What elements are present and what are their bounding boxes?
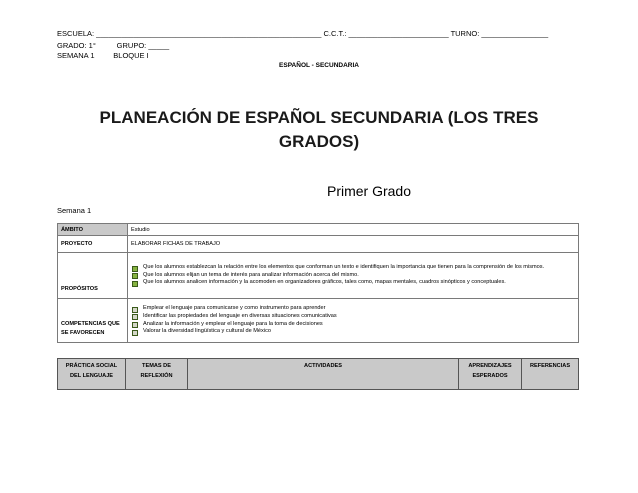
header-subject: ESPAÑOL - SECUNDARIA bbox=[279, 62, 359, 69]
page-subtitle bbox=[0, 183, 638, 199]
subtitle-text: Primer Grado bbox=[326, 183, 412, 199]
semana-label: Semana 1 bbox=[57, 206, 92, 215]
list-item: Valorar la diversidad lingüística y cultural de México bbox=[131, 328, 575, 336]
list-item: Que los alumnos establezcan la relación entre los elementos que conforman un texto e identifiquen la importancia que tienen para la comprensión de los mismos. bbox=[131, 264, 575, 272]
activities-header-row bbox=[58, 359, 579, 390]
activities-header-table bbox=[57, 358, 579, 390]
proyecto-label: PROYECTO bbox=[58, 236, 128, 253]
propositos-row bbox=[58, 253, 579, 299]
proyecto-value: ELABORAR FICHAS DE TRABAJO bbox=[128, 236, 579, 253]
col-practica-social: PRÁCTICA SOCIAL DEL LENGUAJE bbox=[58, 359, 126, 390]
ambito-label: ÁMBITO bbox=[58, 224, 128, 236]
col-aprendizajes: APRENDIZAJES ESPERADOS bbox=[459, 359, 522, 390]
list-item: Que los alumnos analicen información y la acomoden en organizadores gráficos, tales como, mapas mentales, cuadros sinópticos y conceptuales. bbox=[131, 279, 575, 287]
competencias-list bbox=[131, 305, 575, 335]
col-temas-reflexion: TEMAS DE REFLEXIÓN bbox=[126, 359, 188, 390]
ambito-row bbox=[58, 224, 579, 236]
list-item: Analizar la información y emplear el lenguaje para la toma de decisiones bbox=[131, 321, 575, 329]
propositos-list bbox=[131, 264, 575, 287]
page-title: PLANEACIÓN DE ESPAÑOL SECUNDARIA (LOS TRES GRADOS) bbox=[99, 108, 539, 151]
list-item: Que los alumnos elijan un tema de interés para analizar información acerca del mismo. bbox=[131, 272, 575, 280]
competencias-row bbox=[58, 299, 579, 343]
info-table bbox=[57, 223, 579, 343]
propositos-label: PROPÓSITOS bbox=[58, 253, 128, 299]
competencias-cell bbox=[128, 299, 579, 343]
list-item: Identificar las propiedades del lenguaje en diversas situaciones comunicativas bbox=[131, 313, 575, 321]
header-escuela-line: ESCUELA: ______________________________________________________ C.C.T.: ________________________ TURNO: ________________ bbox=[57, 29, 549, 38]
propositos-cell bbox=[128, 253, 579, 299]
header-grado-line: GRADO: 1° GRUPO: _____ bbox=[57, 41, 170, 50]
competencias-label: COMPETENCIAS QUE SE FAVORECEN bbox=[58, 299, 128, 343]
list-item: Emplear el lenguaje para comunicarse y como instrumento para aprender bbox=[131, 305, 575, 313]
proyecto-row bbox=[58, 236, 579, 253]
ambito-value: Estudio bbox=[128, 224, 579, 236]
header-semana-line: SEMANA 1 BLOQUE I bbox=[57, 51, 149, 60]
col-referencias: REFERENCIAS bbox=[522, 359, 579, 390]
col-actividades: ACTIVIDADES bbox=[188, 359, 459, 390]
